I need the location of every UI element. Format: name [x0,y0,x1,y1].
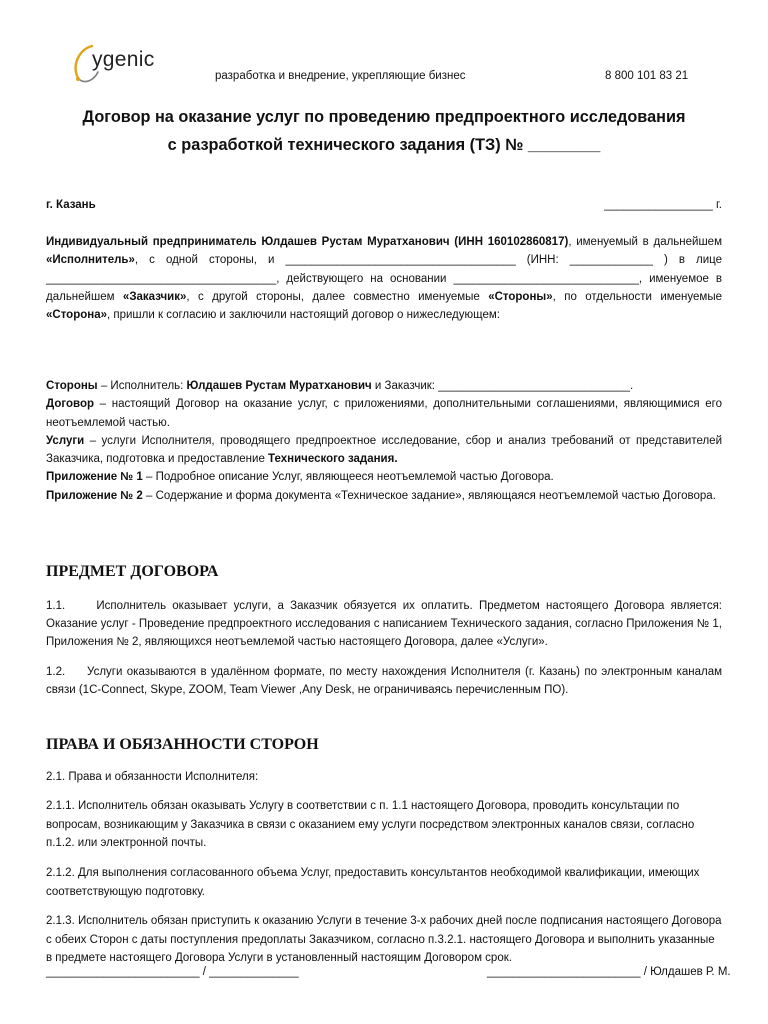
definition-item [46,432,722,469]
company-phone: 8 800 101 83 21 [605,70,689,82]
definition-item [46,377,722,395]
clause-item: 1.2. Услуги оказываются в удалённом формате, по месту нахождения Исполнителя (г. Казань) по электронным каналам связи (1С-Connect, Skype, ZOOM, Team Viewer ,Any Desk, не ограничиваясь перечисленным ПО). [46,665,722,697]
customer-term: «Заказчик» [122,290,187,303]
definition-item [46,468,722,486]
executor-term: «Исполнитель» [46,254,135,267]
preamble-text-c: , с другой стороны, далее совместно именуемые [186,290,489,303]
definition-bold-tail: Технического задания. [268,453,398,466]
logo-text: ygenic [92,48,155,71]
signature-customer: ________________________ / ______________ [46,966,299,978]
definition-text: – Подробное описание Услуг, являющееся неотъемлемой частью Договора. [142,471,554,484]
parties-term: «Стороны» [488,290,553,303]
definition-item [46,395,722,432]
party-term: «Сторона» [46,309,107,322]
definition-term: Стороны [46,380,98,392]
clause-item: 1.1. Исполнитель оказывает услуги, а Заказчик обязуется их оплатить. Предметом настоящего Договора является: Оказание услуг - Проведение предпроектного исследования с написанием Технического задания, согласно Приложения № 1, Приложения № 2, являющихся неотъемлемой частью настоящего Договора, далее «Услуги». [46,599,722,649]
clause-item: 2.1.3. Исполнитель обязан приступить к оказанию Услуги в течение 3-х рабочих дней после подписания настоящего Договора с обеих Сторон с даты поступления предоплаты Заказчиком, согласно п.3.2.1. настоящего Договора и выполнить указанные в предмете настоящего Договора Услуги в установленный настоящим Договором срок. [46,915,722,965]
definition-term: Договор [46,398,94,411]
definition-text: – услуги Исполнителя, проводящего предпроектное исследование, сбор и анализ требований от представителей Заказчика, подготовка и предоставление [46,434,722,466]
definitions-list [46,377,722,505]
clause-item: 2.1.1. Исполнитель обязан оказывать Услугу в соответствии с п. 1.1 настоящего Договора, проводить консультации по вопросам, возникающим у Заказчика в связи с оказанием ему услуги посредством электронных каналов связи, согласно п.1.2. или электронной почты. [46,800,695,850]
definition-term: Приложение № 2 [46,489,143,502]
definition-bold-name: Юлдашев Рустам Муратханович [186,380,372,392]
signature-executor: ________________________ / Юлдашев Р. М. [487,966,731,978]
section-rights-body [46,756,722,979]
preamble-text-b: , с одной стороны, и ____________________________________ (ИНН: _____________ ) в лице ____________________________________, действующего на основании _____________________________, именуемое в дальнейшем [46,254,722,303]
section-heading-subject: ПРЕДМЕТ ДОГОВОРА [46,563,219,580]
company-tagline: разработка и внедрение, укрепляющие бизнес [215,70,466,82]
definition-text: – Исполнитель: [97,380,187,392]
company-logo [70,40,180,86]
clause-item: 2.1.2. Для выполнения согласованного объема Услуг, предоставить консультантов необходимой квалификации, имеющих соответствующую подготовку. [46,867,700,898]
definition-term: Приложение № 1 [46,471,143,484]
preamble-text-a: , именуемый в дальнейшем [568,236,722,248]
city-date-row [46,199,722,211]
title-line-1: Договор на оказание услуг по проведению предпроектного исследования [82,108,686,126]
section-subject-body [46,585,722,711]
date-blank: _________________ г. [604,199,722,211]
definition-text: и Заказчик: ______________________________. [371,380,634,392]
preamble-paragraph [46,233,722,324]
executor-full-name: Индивидуальный предприниматель Юлдашев Рустам Муратханович (ИНН 160102860817) [46,236,569,248]
clause-item: 2.1. Права и обязанности Исполнителя: [46,770,259,783]
city-label: г. Казань [46,199,96,211]
document-title [40,103,728,159]
preamble-text-d: , по отдельности именуемые [552,290,722,303]
definition-term: Услуги [46,434,85,447]
definition-text: – настоящий Договор на оказание услуг, с приложениями, дополнительными соглашениями, являющимися его неотъемлемой частью. [46,398,722,429]
section-heading-rights: ПРАВА И ОБЯЗАННОСТИ СТОРОН [46,736,319,753]
title-line-2: с разработкой технического задания (ТЗ) № ________ [167,136,601,154]
preamble-text-e: , пришли к согласию и заключили настоящий договор о нижеследующем: [107,309,500,322]
definition-text: – Содержание и форма документа «Техническое задание», являющаяся неотъемлемой частью Договора. [142,489,716,502]
definition-item [46,487,722,505]
